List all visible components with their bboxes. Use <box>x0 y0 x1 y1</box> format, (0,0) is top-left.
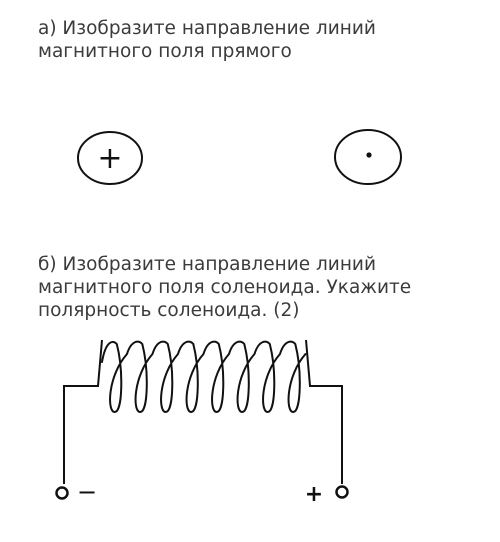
task-b-line-2: магнитного поля соленоида. Укажите <box>38 277 412 298</box>
right-lead-wire <box>306 340 342 484</box>
left-lead-wire <box>64 340 102 484</box>
terminal-right-sign: + <box>304 482 324 507</box>
task-a-line-2: магнитного поля прямого <box>38 41 292 62</box>
task-b-line-1: б) Изобразите направление линий <box>38 254 376 275</box>
solenoid-coil <box>102 342 305 412</box>
terminal-left-sign: − <box>76 478 98 506</box>
wire-into-page-symbol: + <box>97 141 123 176</box>
right-terminal <box>337 487 348 498</box>
task-a-line-1: а) Изобразите направление линий <box>38 18 376 39</box>
left-terminal <box>57 488 68 499</box>
task-b-line-3: полярность соленоида. (2) <box>38 300 300 321</box>
